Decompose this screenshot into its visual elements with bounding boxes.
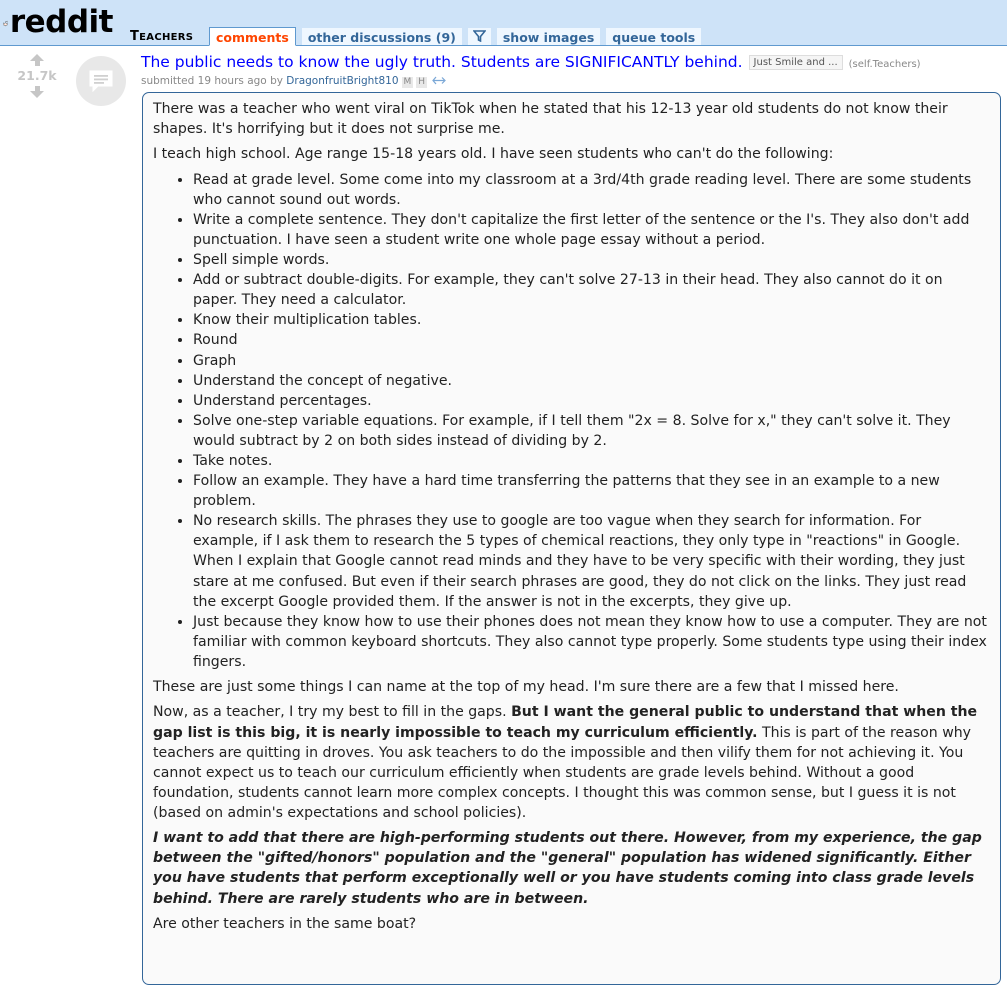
body-now-end: This is part of the reason why teachers are quitting in droves. You ask teachers to do the impossible and then vilify them for not achieving it. You cannot expect us to teach our curriculum efficiently when students are grade levels behind. Without a good foundation, students cannot learn more complex concepts. I thought this was common sense, but I guess it is not (based on admin's expectations and school policies).	[153, 724, 972, 821]
reddit-wordmark: reddit	[9, 4, 113, 40]
list-item: • Know their multiplication tables.	[193, 310, 990, 330]
subreddit-name-rest: EACHERS	[139, 32, 194, 43]
downvote-button[interactable]	[17, 86, 57, 98]
list-item: • Understand percentages.	[193, 391, 990, 411]
post-score: 21.7k	[17, 68, 57, 83]
post-body-box	[142, 92, 1001, 985]
subreddit-name[interactable]	[130, 29, 193, 44]
post-body	[153, 99, 990, 934]
upvote-button[interactable]	[17, 54, 57, 66]
share-icon[interactable]	[432, 75, 446, 89]
list-item: • Solve one-step variable equations. For example, if I tell them "2x = 8. Solve for x," they can't solve it. They would subtract by 2 on both sides instead of dividing by 2.	[193, 411, 990, 451]
list-item: • Follow an example. They have a hard time transferring the patterns that they see in an example to a new problem.	[193, 471, 990, 511]
site-header	[0, 0, 1007, 46]
reddit-logo[interactable]	[3, 1, 113, 43]
tab-comments[interactable]: comments	[209, 27, 296, 46]
list-item: • Spell simple words.	[193, 250, 990, 270]
tagline-time: 19 hours ago	[197, 75, 267, 87]
tab-show-images[interactable]: show images	[497, 28, 600, 45]
list-item: • Write a complete sentence. They don't capitalize the first letter of the sentence or the I's. They also don't add punctuation. I have seen a student write one whole page essay without a period.	[193, 210, 990, 250]
list-item: • Read at grade level. Some come into my classroom at a 3rd/4th grade reading level. There are some students who cannot sound out words.	[193, 170, 990, 210]
tab-filter[interactable]	[468, 28, 491, 45]
body-add-paragraph	[153, 828, 990, 908]
list-item: • Add or subtract double-digits. For example, they can't solve 27-13 in their head. They also cannot do it on paper. They need a calculator.	[193, 270, 990, 310]
author-badge-h[interactable]: H	[418, 77, 426, 87]
body-now-paragraph	[153, 702, 990, 823]
body-intro: There was a teacher who went viral on TikTok when he stated that his 12-13 year old students do not know their shapes. It's horrifying but it does not surprise me.	[153, 101, 948, 138]
subreddit-name-first: T	[130, 29, 140, 44]
tagline-submitted: submitted	[141, 75, 198, 87]
body-add-bold-italic: I want to add that there are high-performing students out there. However, from my experience, the gap between the "gifted/honors" population and the "general" population has widened significantly. Either you have students that perform exceptionally well or you have students coming into class grade levels behind. There are rarely students who are in between.	[153, 830, 982, 907]
self-post-thumbnail[interactable]	[76, 56, 126, 106]
snoo-icon	[3, 3, 8, 43]
post-entry	[141, 52, 1003, 89]
body-question: Are other teachers in the same boat?	[153, 915, 417, 932]
list-item: • Graph	[193, 351, 990, 371]
list-item: • No research skills. The phrases they use to google are too vague when they search for information. For example, if I ask them to research the 5 types of chemical reactions, they only type in "reactions" in Google. When I explain that Google cannot read minds and they have to be very specific with their wording, they just stare at me confused. But even if their search phrases are good, they do not click on the links. They just read the excerpt Google provided them. If the answer is not in the excerpts, they give up.	[193, 511, 990, 611]
post-title-link[interactable]: The public needs to know the ugly truth. Students are SIGNIFICANTLY behind.	[141, 53, 743, 71]
upvote-arrow-icon	[30, 54, 44, 61]
tab-menu	[209, 27, 707, 45]
body-now-bold: But I want the general public to understand that when the gap list is this big, it is nearly impossible to teach my curriculum efficiently.	[153, 704, 978, 741]
tagline-by: by	[266, 75, 287, 87]
post-domain[interactable]: (self.Teachers)	[848, 59, 921, 70]
list-item: • Round	[193, 330, 990, 350]
post-author-link[interactable]: DragonfruitBright810	[286, 75, 399, 87]
tab-queue-tools[interactable]: queue tools	[606, 28, 701, 45]
title-line	[141, 52, 1003, 75]
author-badge-m[interactable]: M	[403, 77, 412, 87]
body-now-start: Now, as a teacher, I try my best to fill in the gaps.	[153, 704, 512, 721]
link-flair: Just Smile and ...	[749, 55, 843, 70]
list-item: • Just because they know how to use their phones does not mean they know how to use a computer. They are not familiar with common keyboard shortcuts. They also cannot type properly. Some students type using their index fingers.	[193, 612, 990, 672]
body-things-paragraph: These are just some things I can name at the top of my head. I'm sure there are a few that I missed here.	[153, 679, 899, 696]
skills-list	[153, 170, 990, 672]
list-item: • Take notes.	[193, 451, 990, 471]
text-post-icon	[88, 69, 114, 93]
vote-box	[17, 54, 57, 98]
tab-other-discussions[interactable]: other discussions (9)	[302, 28, 462, 45]
post-tagline	[141, 74, 1003, 89]
list-item: • Understand the concept of negative.	[193, 371, 990, 391]
downvote-arrow-icon	[30, 91, 44, 98]
filter-icon	[473, 30, 486, 42]
body-lead: I teach high school. Age range 15-18 years old. I have seen students who can't do the following:	[153, 146, 834, 163]
